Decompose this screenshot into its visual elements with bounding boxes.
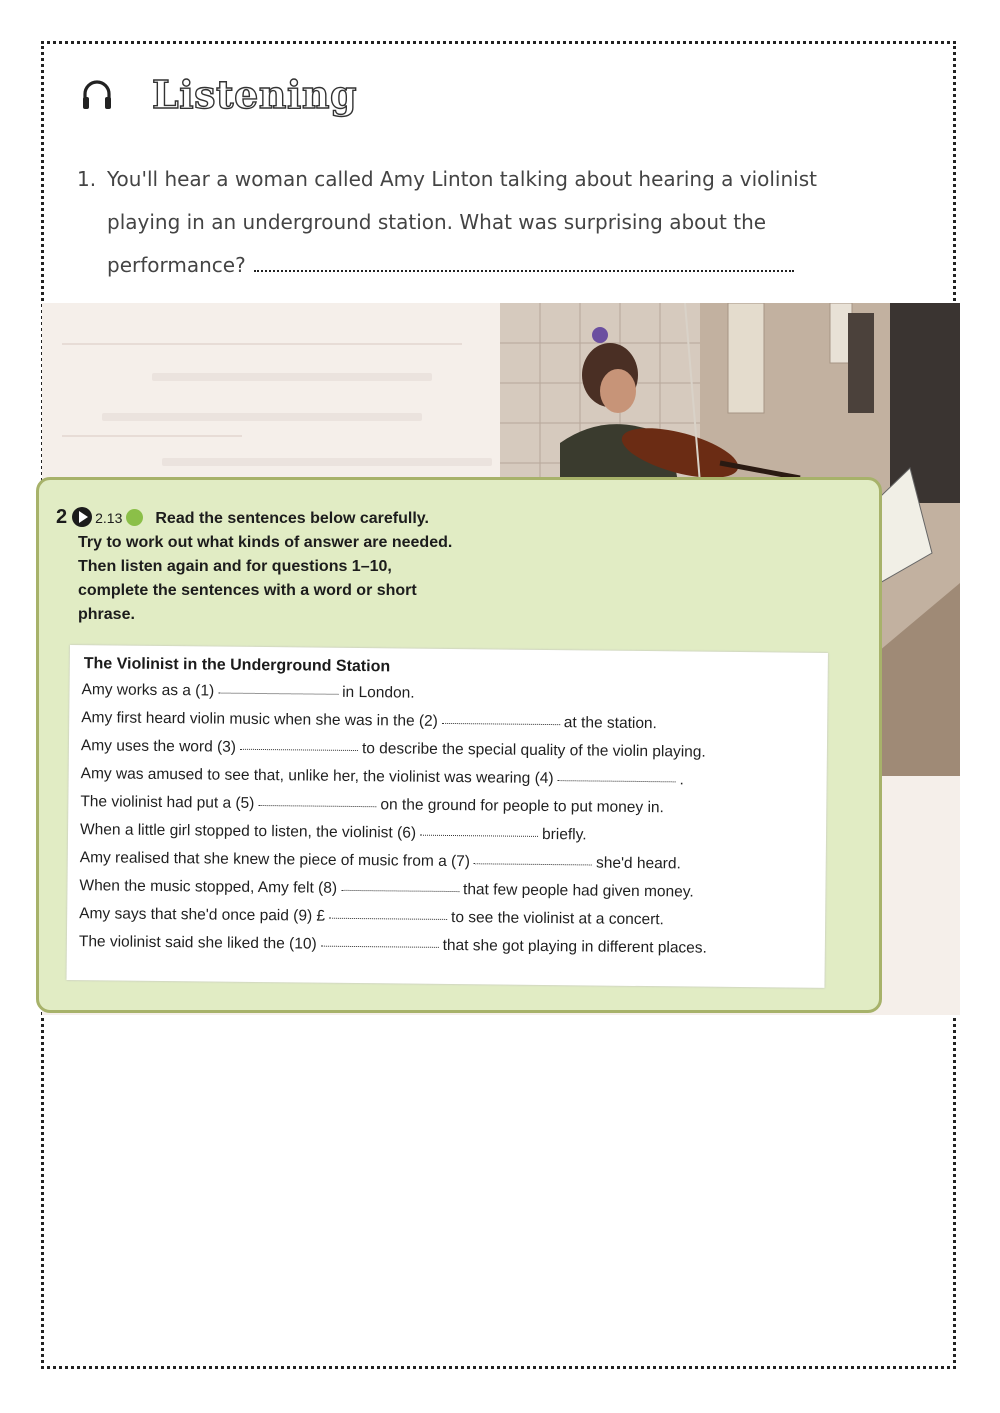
sentence-7 [80,849,681,873]
answer-gap-2[interactable] [442,722,560,725]
answer-gap-8[interactable] [341,889,459,892]
sentence-text: . [679,771,685,789]
sentence-text: to describe the special quality of the violin playing. [361,740,706,761]
sentence-6 [80,821,587,844]
question-line-3-row [107,244,897,287]
sentence-3 [81,737,706,762]
faded-text [162,458,492,466]
answer-gap-9[interactable] [329,917,447,920]
sentence-text: Amy works as a (1) [81,681,215,700]
answer-gap-5[interactable] [258,804,376,807]
sentence-10 [79,933,707,958]
question-line-2: playing in an underground station. What was surprising about the [107,210,767,234]
sentence-text: Amy says that she'd once paid (9) £ [79,905,326,925]
sentence-text: The violinist said she liked the (10) [78,933,317,953]
instruction-line-4: complete the sentences with a word or short [78,582,417,599]
track-number: 2.13 [95,510,123,526]
headphones-icon [80,78,114,112]
instruction-line-1: Read the sentences below carefully. [155,510,429,527]
sentence-9 [79,905,664,929]
sentence-text: Amy was amused to see that, unlike her, the violinist was wearing (4) [80,765,554,788]
faded-text [152,373,432,381]
answer-gap-1[interactable] [218,692,338,695]
section-title: Listening [152,72,358,117]
sentence-1 [81,681,414,702]
sentence-4 [81,765,684,789]
faded-rule [62,435,242,437]
sentence-5 [80,793,664,817]
sentence-text: Amy uses the word (3) [80,737,237,756]
green-dot-icon [126,509,143,526]
sentence-text: that she got playing in different places. [442,936,707,957]
faded-text [102,413,422,421]
answer-gap-3[interactable] [240,748,358,751]
question-line-3: performance? [107,253,246,277]
sentence-text: that few people had given money. [462,881,694,901]
sentence-text: When a little girl stopped to listen, the violinist (6) [79,821,417,842]
exercise-number: 2 [56,506,68,528]
answer-gap-7[interactable] [474,862,592,865]
instruction-line-5: phrase. [78,606,135,623]
sentence-text: Amy realised that she knew the piece of music from a (7) [79,849,471,871]
answer-gap-10[interactable] [321,945,439,948]
question-1 [77,158,897,287]
instruction-line-2: Try to work out what kinds of answer are needed. [78,534,453,551]
play-icon[interactable] [71,506,93,528]
question-number: 1. [77,167,97,191]
sentence-2 [81,709,657,733]
sentence-text: in London. [342,683,415,702]
sentence-text: she'd heard. [595,854,681,873]
sentence-8 [79,877,693,901]
sentence-text: to see the violinist at a concert. [451,909,664,929]
answer-gap-6[interactable] [420,834,538,837]
sentence-text: When the music stopped, Amy felt (8) [79,877,338,897]
question-line-1: You'll hear a woman called Amy Linton talking about hearing a violinist [107,167,817,191]
sentence-text: The violinist had put a (5) [80,793,255,812]
sentence-text: Amy first heard violin music when she was in the (2) [81,709,438,730]
box-title: The Violinist in the Underground Station [83,655,391,676]
answer-line[interactable] [254,269,794,272]
sentence-text: briefly. [541,825,587,844]
sentence-text: at the station. [563,714,658,733]
faded-rule [62,343,462,345]
exercise-instructions [56,505,476,627]
sentence-completion-box [66,645,827,988]
sentence-text: on the ground for people to put money in. [380,796,664,817]
answer-gap-4[interactable] [558,779,676,782]
instruction-line-3: Then listen again and for questions 1–10, [78,558,392,575]
